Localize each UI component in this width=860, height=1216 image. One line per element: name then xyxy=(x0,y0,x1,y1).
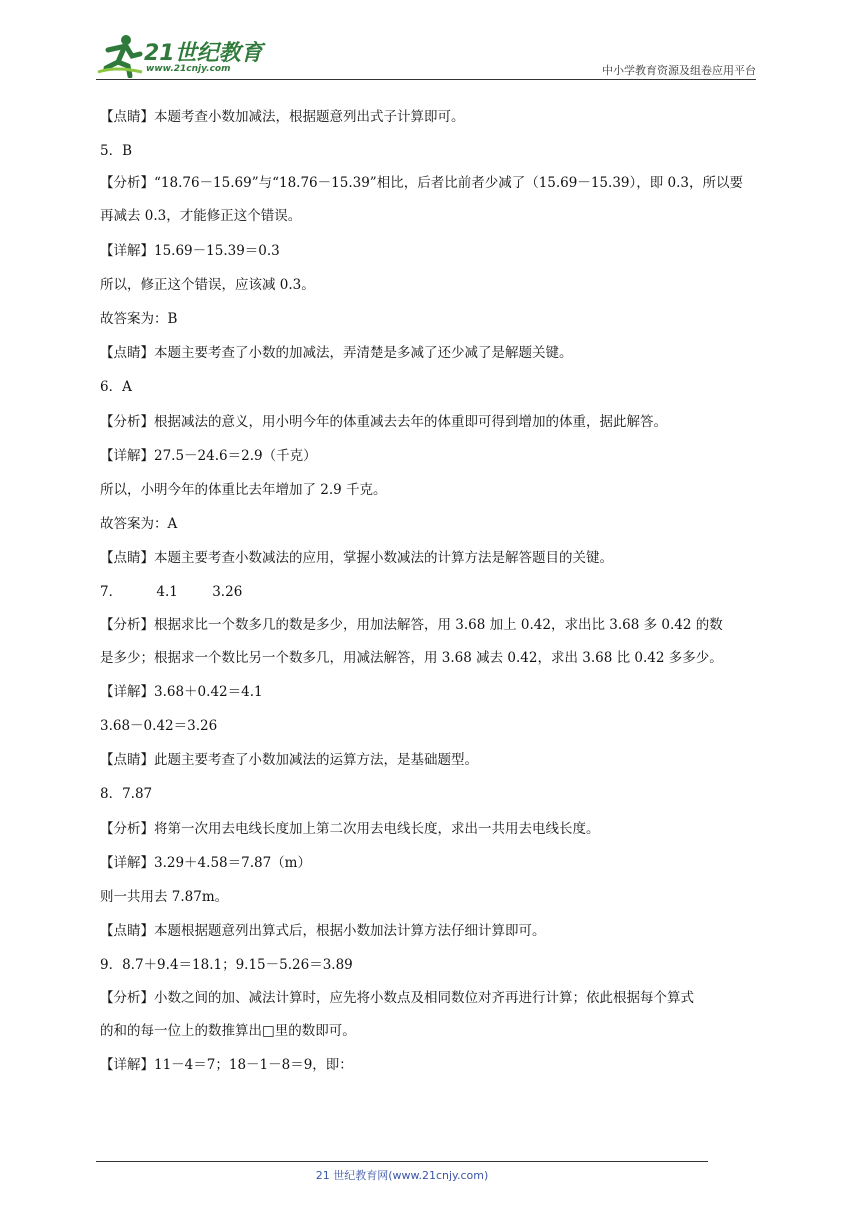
text-line: 则一共用去 7.87m。 xyxy=(100,888,229,905)
runner-logo-icon xyxy=(96,32,144,78)
answer-number: 9．8.7＋9.4＝18.1；9.15－5.26＝3.89 xyxy=(100,957,353,974)
footer-text: 21 世纪教育网(www.21cnjy.com) xyxy=(315,1169,489,1182)
answer-content xyxy=(100,100,764,1082)
logo xyxy=(96,32,266,78)
text-line: 【点睛】本题考查小数加减法，根据题意列出式子计算即可。 xyxy=(100,109,465,125)
text-line: 【点睛】本题主要考查了小数的加减法，弄清楚是多减了还少减了是解题关键。 xyxy=(100,345,573,362)
answer-number: 8．7.87 xyxy=(100,786,153,803)
text-line: 【详解】15.69－15.39＝0.3 xyxy=(100,242,280,259)
text-line: 所以，修正这个错误，应该减 0.3。 xyxy=(100,276,315,293)
text-line: 【分析】“18.76－15.69”与“18.76－15.39”相比，后者比前者少减了（15.69－15.39），即 0.3，所以要 xyxy=(100,175,744,192)
text-line: 【详解】11－4＝7；18－1－8＝9，即： xyxy=(100,1056,353,1073)
logo-url: www.21cnjy.com xyxy=(146,64,231,74)
text-line: 所以，小明今年的体重比去年增加了 2.9 千克。 xyxy=(100,481,387,498)
text-line: 【分析】根据减法的意义，用小明今年的体重减去去年的体重即可得到增加的体重，据此解答。 xyxy=(100,413,667,430)
text-line: 【点睛】此题主要考查了小数加减法的运算方法，是基础题型。 xyxy=(100,752,478,769)
text-line: 【详解】3.68＋0.42＝4.1 xyxy=(100,683,263,700)
text-line: 【分析】小数之间的加、减法计算时，应先将小数点及相同数位对齐再进行计算；依此根据每个算式 xyxy=(100,989,694,1006)
platform-name: 中小学教育资源及组卷应用平台 xyxy=(602,64,756,77)
text-line: 【点睛】本题根据题意列出算式后，根据小数加法计算方法仔细计算即可。 xyxy=(100,923,546,940)
logo-text: 21世纪教育 xyxy=(144,41,263,66)
header-divider xyxy=(96,79,756,80)
text-line: 【分析】将第一次用去电线长度加上第二次用去电线长度，求出一共用去电线长度。 xyxy=(100,820,600,837)
text-line: 3.68－0.42＝3.26 xyxy=(100,718,218,734)
answer-number: 6．A xyxy=(100,379,132,396)
text-line: 是多少；根据求一个数比另一个数多几，用减法解答，用 3.68 减去 0.42，求出 3.68 比 0.42 多多少。 xyxy=(100,649,723,666)
text-line: 故答案为：A xyxy=(100,516,178,533)
footer-divider xyxy=(96,1161,708,1162)
page-header xyxy=(96,32,756,78)
text-line: 【点睛】本题主要考查小数减法的应用，掌握小数减法的计算方法是解答题目的关键。 xyxy=(100,550,613,567)
answer-number: 7． 4.1 3.26 xyxy=(100,584,243,601)
text-line: 再减去 0.3，才能修正这个错误。 xyxy=(100,208,302,225)
answer-number: 5．B xyxy=(100,143,133,160)
text-line: 【详解】3.29＋4.58＝7.87（m） xyxy=(100,854,311,871)
text-line: 【分析】根据求比一个数多几的数是多少，用加法解答，用 3.68 加上 0.42，求出比 3.68 多 0.42 的数 xyxy=(100,616,723,633)
text-line: 的和的每一位上的数推算出□里的数即可。 xyxy=(100,1022,356,1039)
text-line: 【详解】27.5－24.6＝2.9（千克） xyxy=(100,447,317,464)
text-line: 故答案为：B xyxy=(100,310,178,327)
